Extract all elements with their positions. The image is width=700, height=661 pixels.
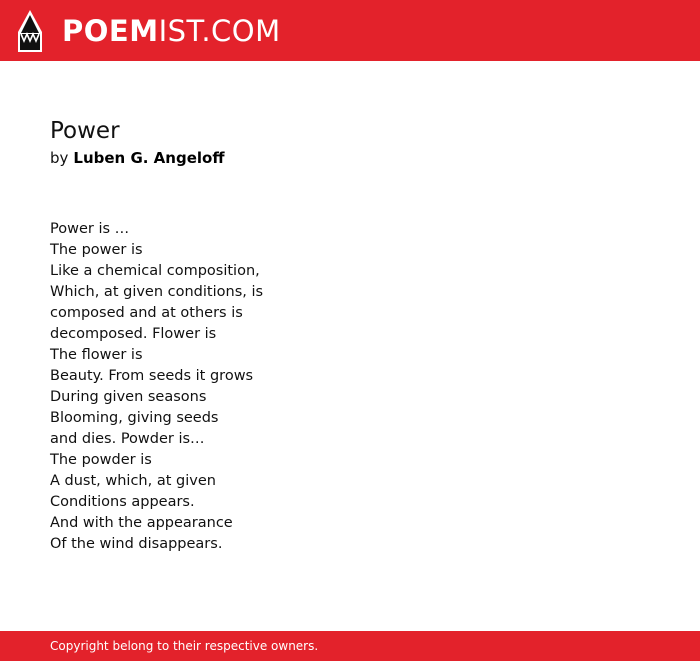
poem-line: And with the appearance [50,515,233,531]
poem-content [50,116,650,555]
poem-line: During given seasons [50,389,207,405]
site-header [0,0,700,61]
poem-line: Power is … [50,221,130,237]
site-logo-text [62,13,281,48]
poem-line: and dies. Powder is… [50,431,205,447]
logo-text-strong: POEM [62,13,159,48]
poem-body [50,219,650,555]
poem-line: Of the wind disappears. [50,536,223,552]
poem-line: A dust, which, at given [50,473,216,489]
poem-line: Like a chemical composition, [50,263,260,279]
poem-title: Power [50,118,120,144]
site-logo-link[interactable] [18,9,281,53]
poem-line: The powder is [50,452,152,468]
poem-line: Blooming, giving seeds [50,410,219,426]
byline-prefix: by [50,149,69,167]
pencil-icon [18,10,42,52]
poem-line: The power is [50,242,143,258]
poem-line: Beauty. From seeds it grows [50,368,254,384]
poem-byline [50,147,650,169]
site-footer [0,631,700,661]
poem-line: The flower is [50,347,143,363]
poem-line: composed and at others is [50,305,243,321]
author-link[interactable]: Luben G. Angeloff [73,149,225,167]
poem-line: Which, at given conditions, is [50,284,264,300]
footer-copyright: Copyright belong to their respective owners. [50,639,319,653]
poem-line: Conditions appears. [50,494,195,510]
logo-text-light: IST.COM [158,13,281,48]
poem-line: decomposed. Flower is [50,326,217,342]
